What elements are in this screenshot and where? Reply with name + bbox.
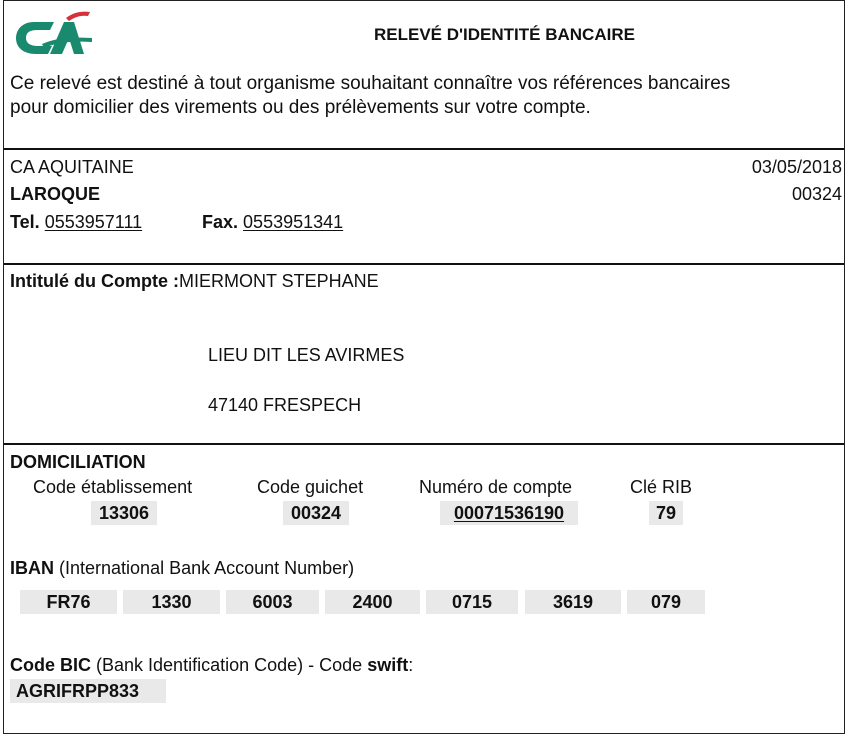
numero-compte-label: Numéro de compte (419, 477, 573, 497)
swift-label: swift (367, 655, 409, 675)
iban-group: 0715 (426, 590, 518, 614)
document-date: 03/05/2018 (751, 157, 842, 177)
document-title: RELEVÉ D'IDENTITÉ BANCAIRE (374, 25, 635, 44)
iban-description: (International Bank Account Number) (59, 558, 355, 578)
bic-label: Code BIC (10, 655, 91, 675)
fax-number[interactable]: 0553951341 (243, 212, 344, 232)
tel-row (10, 212, 142, 233)
domiciliation-title: DOMICILIATION (10, 452, 146, 472)
bic-description: (Bank Identification Code) - Code (96, 655, 363, 675)
iban-group: 2400 (325, 590, 420, 614)
branch-name: LAROQUE (10, 184, 100, 204)
numero-compte-value: 00071536190 (440, 501, 578, 525)
code-etablissement-label: Code établissement (33, 477, 193, 497)
cle-rib-label: Clé RIB (630, 477, 693, 497)
iban-group: 3619 (525, 590, 621, 614)
intro-line-2: pour domicilier des virements ou des prélèvements sur votre compte. (10, 97, 591, 118)
divider (4, 263, 844, 265)
iban-header (10, 558, 354, 579)
agency-code: 00324 (791, 184, 842, 204)
iban-group: 079 (627, 590, 705, 614)
code-guichet-label: Code guichet (257, 477, 364, 497)
bank-name: CA AQUITAINE (10, 157, 134, 177)
fax-row (202, 212, 343, 233)
iban-group: 1330 (123, 590, 220, 614)
iban-label: IBAN (10, 558, 54, 578)
address-line-2: 47140 FRESPECH (208, 395, 362, 415)
bic-value: AGRIFRPP833 (10, 679, 166, 703)
divider (4, 148, 844, 150)
address-line-1: LIEU DIT LES AVIRMES (208, 345, 405, 365)
account-title-row (10, 271, 379, 292)
intro-text (10, 72, 730, 120)
credit-agricole-logo (12, 8, 94, 60)
iban-group: FR76 (20, 590, 117, 614)
bic-colon: : (408, 655, 414, 675)
divider (4, 443, 844, 445)
tel-number[interactable]: 0553957111 (44, 212, 143, 232)
iban-group: 6003 (226, 590, 319, 614)
bic-header (10, 655, 413, 676)
tel-label: Tel. (10, 212, 40, 232)
code-etablissement-value: 13306 (91, 501, 157, 525)
fax-label: Fax. (202, 212, 239, 232)
account-holder: MIERMONT STEPHANE (178, 271, 379, 291)
cle-rib-value: 79 (649, 501, 683, 525)
intro-line-1: Ce relevé est destiné à tout organisme souhaitant connaître vos références bancaires (10, 73, 731, 94)
code-guichet-value: 00324 (283, 501, 349, 525)
account-label: Intitulé du Compte : (10, 271, 179, 291)
